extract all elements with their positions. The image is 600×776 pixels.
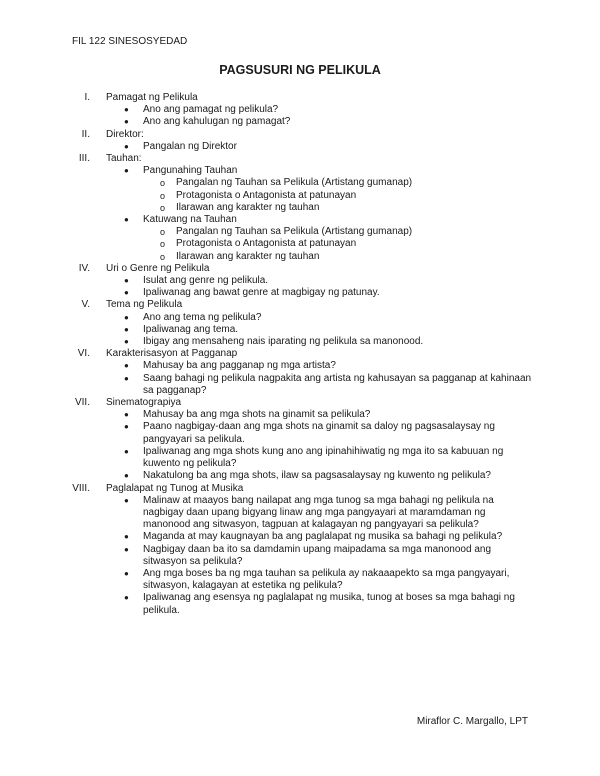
- author-name: Miraflor C. Margallo, LPT: [416, 716, 528, 727]
- bullet-icon: ●: [124, 532, 129, 542]
- list-item: [0, 421, 600, 445]
- list-item: [0, 373, 600, 397]
- roman-numeral: VI.: [77, 348, 90, 360]
- list-item: [0, 592, 600, 616]
- list-item-text: Saang bahagi ng pelikula nagpakita ang artista ng kahusayan sa pagganap at kahinaan sa pagganap?: [143, 372, 532, 396]
- list-item: [0, 275, 600, 287]
- roman-numeral: II.: [81, 128, 90, 140]
- bullet-icon: ●: [124, 312, 129, 322]
- list-item: [0, 214, 600, 226]
- section-heading: [0, 397, 600, 409]
- bullet-icon: ●: [124, 422, 129, 432]
- course-code: FIL 122 SINESOSYEDAD: [72, 36, 188, 47]
- list-item-text: Ano ang pamagat ng pelikula?: [143, 104, 279, 116]
- bullet-icon: ●: [124, 593, 129, 603]
- bullet-icon: ●: [124, 446, 129, 456]
- sub-list-item: [0, 190, 600, 202]
- sub-list-item-text: Pangalan ng Tauhan sa Pelikula (Artistang gumanap): [176, 226, 413, 238]
- bullet-icon: ●: [124, 141, 129, 151]
- sub-list-item-text: Ilarawan ang karakter ng tauhan: [176, 201, 320, 213]
- list-item: [0, 531, 600, 543]
- sub-list-item: [0, 177, 600, 189]
- bullet-icon: ●: [124, 117, 129, 127]
- list-item: [0, 409, 600, 421]
- sub-list-item: [0, 226, 600, 238]
- bullet-icon: ●: [124, 105, 129, 115]
- section-title: Tauhan:: [106, 153, 142, 165]
- bullet-icon: ●: [124, 215, 129, 225]
- circle-bullet-icon: o: [160, 190, 166, 201]
- bullet-icon: ●: [124, 361, 129, 371]
- list-item-text: Paano nagbigay-daan ang mga shots na ginamit sa daloy ng pagsasalaysay ng pangyayari sa pelikula.: [143, 421, 495, 445]
- sub-list-item-text: Pangalan ng Tauhan sa Pelikula (Artistang gumanap): [176, 177, 413, 189]
- section-title: Uri o Genre ng Pelikula: [106, 262, 210, 274]
- list-item: [0, 116, 600, 128]
- list-item-text: Maganda at may kaugnayan ba ang paglalapat ng musika sa bahagi ng pelikula?: [143, 531, 503, 543]
- bullet-icon: ●: [124, 373, 129, 383]
- section-title: Paglalapat ng Tunog at Musika: [106, 482, 244, 494]
- list-item-text: Mahusay ba ang pagganap ng mga artista?: [143, 360, 336, 372]
- list-item-text: Pangunahing Tauhan: [143, 165, 238, 177]
- sub-list-item-text: Ilarawan ang karakter ng tauhan: [176, 250, 320, 262]
- circle-bullet-icon: o: [160, 251, 166, 262]
- roman-numeral: VII.: [74, 397, 90, 409]
- circle-bullet-icon: o: [160, 239, 166, 250]
- bullet-icon: ●: [124, 568, 129, 578]
- section-heading: [0, 483, 600, 495]
- list-item-text: Ibigay ang mensaheng nais iparating ng pelikula sa manonood.: [143, 336, 424, 348]
- list-item-text: Ipaliwanag ang tema.: [143, 323, 239, 335]
- list-item: [0, 544, 600, 568]
- sub-list-item-text: Protagonista o Antagonista at patunayan: [176, 189, 357, 201]
- list-item: [0, 287, 600, 299]
- sub-list-item: [0, 202, 600, 214]
- list-item-text: Malinaw at maayos bang nailapat ang mga tunog sa mga bahagi ng pelikula na nagbigay daan upang bigyang linaw ang mga pangyayari at maramdaman ng manonood ang sitwasyon, tagpuan at kalagayan ng pangyayari sa pelikula?: [143, 494, 494, 531]
- list-item-text: Pangalan ng Direktor: [143, 140, 237, 152]
- list-item-text: Nagbigay daan ba ito sa damdamin upang maipadama sa mga manonood ang sitwasyon sa pelikula?: [143, 543, 492, 567]
- list-item-text: Nakatulong ba ang mga shots, ilaw sa pagsasalaysay ng kuwento ng pelikula?: [143, 470, 491, 482]
- section-title: Karakterisasyon at Pagganap: [106, 348, 238, 360]
- bullet-icon: ●: [124, 166, 129, 176]
- list-item-text: Katuwang na Tauhan: [143, 214, 237, 226]
- list-item: [0, 495, 600, 532]
- list-item: [0, 470, 600, 482]
- section-heading: [0, 153, 600, 165]
- list-item-text: Ang mga boses ba ng mga tauhan sa pelikula ay nakaaapekto sa mga pangyayari, sitwasyon, kalagayan at estetika ng pelikula?: [143, 567, 510, 592]
- list-item: [0, 568, 600, 592]
- list-item-text: Ano ang tema ng pelikula?: [143, 311, 262, 323]
- section-title: Pamagat ng Pelikula: [106, 92, 198, 103]
- sub-list-item: [0, 238, 600, 250]
- roman-numeral: I.: [84, 92, 90, 103]
- bullet-icon: ●: [124, 337, 129, 347]
- roman-numeral: IV.: [78, 262, 90, 274]
- list-item: [0, 104, 600, 116]
- bullet-icon: ●: [124, 276, 129, 286]
- section-title: Tema ng Pelikula: [106, 299, 183, 311]
- section-heading: [0, 92, 600, 104]
- bullet-icon: ●: [124, 324, 129, 334]
- circle-bullet-icon: o: [160, 202, 166, 213]
- section-title: Direktor:: [106, 128, 144, 140]
- bullet-icon: ●: [124, 544, 129, 554]
- list-item-text: Ano ang kahulugan ng pamagat?: [143, 116, 291, 128]
- bullet-icon: ●: [124, 471, 129, 481]
- section-title: Sinematograpiya: [106, 397, 182, 409]
- list-item-text: Ipaliwanag ang bawat genre at magbigay ng patunay.: [143, 287, 380, 299]
- section-heading: [0, 348, 600, 360]
- page-title: PAGSUSURI NG PELIKULA: [219, 63, 381, 77]
- bullet-icon: ●: [124, 410, 129, 420]
- list-item: [0, 165, 600, 177]
- roman-numeral: VIII.: [72, 482, 90, 494]
- sub-list-item: [0, 251, 600, 263]
- bullet-icon: ●: [124, 495, 129, 505]
- list-item-text: Ipaliwanag ang esensya ng paglalapat ng musika, tunog at boses sa mga bahagi ng pelikula.: [143, 592, 515, 616]
- list-item: [0, 360, 600, 372]
- section-heading: [0, 299, 600, 311]
- list-item: [0, 336, 600, 348]
- circle-bullet-icon: o: [160, 227, 166, 238]
- outline: [0, 92, 600, 617]
- circle-bullet-icon: o: [160, 178, 166, 189]
- list-item: [0, 324, 600, 336]
- list-item-text: Mahusay ba ang mga shots na ginamit sa pelikula?: [143, 409, 371, 421]
- list-item-text: Ipaliwanag ang mga shots kung ano ang ipinahihiwatig ng mga ito sa kabuuan ng kuwento ng pelikula?: [143, 445, 504, 470]
- sub-list-item-text: Protagonista o Antagonista at patunayan: [176, 238, 357, 250]
- roman-numeral: V.: [81, 299, 90, 311]
- section-heading: [0, 263, 600, 275]
- list-item-text: Isulat ang genre ng pelikula.: [143, 275, 269, 287]
- section-heading: [0, 129, 600, 141]
- roman-numeral: III.: [78, 153, 90, 165]
- list-item: [0, 312, 600, 324]
- bullet-icon: ●: [124, 288, 129, 298]
- list-item: [0, 446, 600, 470]
- list-item: [0, 141, 600, 153]
